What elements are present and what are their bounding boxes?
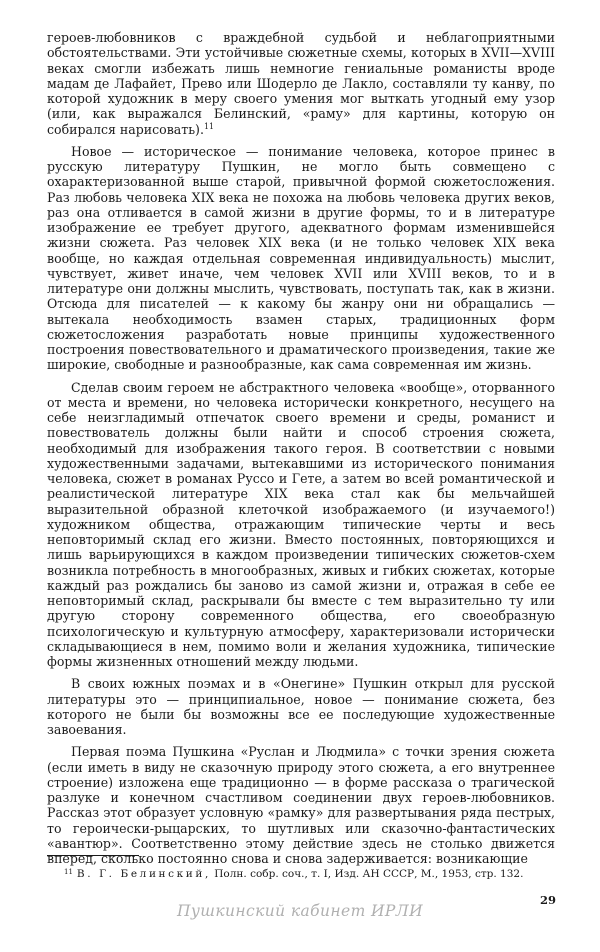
- paragraph-1: [47, 30, 555, 137]
- footnote-citation: Полн. собр. соч., т. I, Изд. АН СССР, М., 1953, стр. 132.: [214, 868, 524, 880]
- page-number: 29: [539, 893, 556, 907]
- paragraph-3: Сделав своим героем не абстрактного человека «вообще», оторванного от места и времени, но человека исторически конкретного, несущего на себе неизгладимый отпечаток своего времени и среды, романист и повествователь должны были найти и способ строения сюжета, необходимый для изображения такого героя. В соответствии с новыми художественными задачами, вытекавшими из исторического понимания человека, сюжет в романах Руссо и Гете, а затем во всей романтической и реалистической литературе XIX века стал как бы мельчайшей выразительной образной клеточкой изображаемого (и изучаемого!) художником общества, отражающим типические черты и весь неповторимый склад его жизни. Вместо постоянных, повторяющихся и лишь варьирующихся в каждом произведении типических сюжетов-схем возникла потребность в многообразных, живых и гибких сюжетах, которые каждый раз рождались бы заново из самой жизни и, отражая в себе ее неповторимый склад, раскрывали бы вместе с тем выразительно ту или другую сторону современного общества, его своеобразную психологическую и культурную атмосферу, характеризовали исторически складывающиеся в нем, помимо воли и желания художника, типические формы жизненных отношений между людьми.: [47, 379, 555, 669]
- body-text: [47, 30, 555, 873]
- library-watermark: Пушкинский кабинет ИРЛИ: [176, 902, 423, 920]
- paragraph-text: героев-любовников с враждебной судьбой и неблагоприятными обстоятельствами. Эти устойчивые сюжетные схемы, которых в XVII—XVIII веках смогли избежать лишь немногие гениальные романисты вроде мадам де Лафайет, Прево или Шодерло де Лакло, составляли ту канву, по которой художник в меру своего умения мог выткать угодный ему узор (или, как выражался Белинский, «раму» для картины, которую он собирался нарисовать).: [47, 30, 555, 137]
- paragraph-5: Первая поэма Пушкина «Руслан и Людмила» с точки зрения сюжета (если иметь в виду не сказочную природу этого сюжета, а его внутреннее строение) изложена еще традиционно — в форме рассказа о трагической разлуке и конечном счастливом соединении двух героев-любовников. Рассказ этот образует условную «рамку» для развертывания ряда пестрых, то героически-рыцарских, то шутливых или сказочно-фантастических «авантюр». Соответственно этому действие здесь не столько движется вперед, сколько постоянно снова и снова задерживается: возникающие: [47, 744, 555, 866]
- footnote-reference: 11: [203, 121, 215, 131]
- footnote-author: В. Г. Белинский,: [76, 868, 211, 880]
- footnote-number: 11: [64, 868, 73, 876]
- paragraph-2: Новое — историческое — понимание человека, которое принес в русскую литературу Пушкин, не могло быть совмещено с охарактеризованной выше старой, привычной формой сюжетосложения. Раз любовь человека XIX века не похожа на любовь человека других веков, раз она отливается в самой жизни в другие формы, то и в литературе изображение ее требует другого, адекватного формам изменившейся жизни сюжета. Раз человек XIX века (и не только человек XIX века вообще, но каждая отдельная современная индивидуальность) мыслит, чувствует, живет иначе, чем человек XVII или XVIII веков, то и в литературе они должны мыслить, чувствовать, поступать так, как в жизни. Отсюда для писателей — к какому бы жанру они ни обращались — вытекала необходимость взамен старых, традиционных форм сюжетосложения разработать новые принципы художественного построения повествовательного и драматического произведения, такие же широкие, свободные и разнообразные, как сама современная им жизнь.: [47, 143, 555, 373]
- footnote: [64, 866, 555, 881]
- footnote-divider: [47, 855, 139, 856]
- paragraph-4: В своих южных поэмах и в «Онегине» Пушкин открыл для русской литературы это — принципиальное, новое — понимание сюжета, без которого не были бы возможны все ее последующие художественные завоевания.: [47, 676, 555, 737]
